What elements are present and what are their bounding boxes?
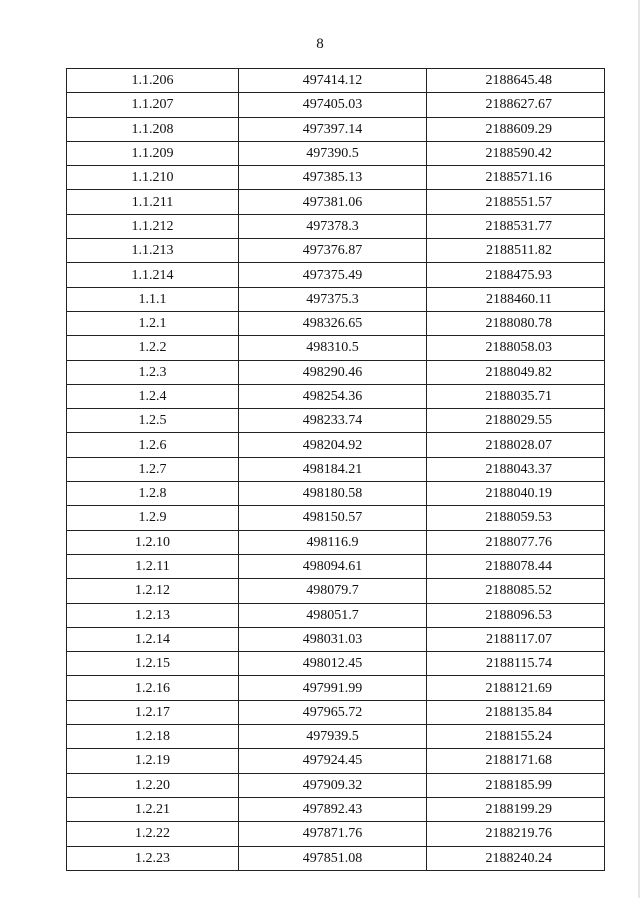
x-coordinate-cell: 497851.08	[239, 846, 427, 870]
point-id-cell: 1.1.207	[67, 93, 239, 117]
x-coordinate-cell: 497414.12	[239, 69, 427, 93]
table-row	[67, 749, 605, 773]
y-coordinate-cell: 2188115.74	[427, 652, 605, 676]
table-row	[67, 384, 605, 408]
x-coordinate-cell: 497376.87	[239, 239, 427, 263]
point-id-cell: 1.2.2	[67, 336, 239, 360]
point-id-cell: 1.2.13	[67, 603, 239, 627]
x-coordinate-cell: 498150.57	[239, 506, 427, 530]
table-row	[67, 214, 605, 238]
table-row	[67, 409, 605, 433]
table-row	[67, 676, 605, 700]
y-coordinate-cell: 2188085.52	[427, 579, 605, 603]
table-row	[67, 627, 605, 651]
point-id-cell: 1.1.213	[67, 239, 239, 263]
table-row	[67, 117, 605, 141]
point-id-cell: 1.2.19	[67, 749, 239, 773]
point-id-cell: 1.1.1	[67, 287, 239, 311]
x-coordinate-cell: 497375.3	[239, 287, 427, 311]
table-row	[67, 530, 605, 554]
table-row	[67, 846, 605, 870]
y-coordinate-cell: 2188028.07	[427, 433, 605, 457]
y-coordinate-cell: 2188199.29	[427, 797, 605, 821]
coordinates-table-body	[67, 69, 605, 871]
y-coordinate-cell: 2188511.82	[427, 239, 605, 263]
point-id-cell: 1.2.8	[67, 482, 239, 506]
table-row	[67, 433, 605, 457]
y-coordinate-cell: 2188035.71	[427, 384, 605, 408]
x-coordinate-cell: 497871.76	[239, 822, 427, 846]
x-coordinate-cell: 497892.43	[239, 797, 427, 821]
table-row	[67, 336, 605, 360]
y-coordinate-cell: 2188043.37	[427, 457, 605, 481]
x-coordinate-cell: 498051.7	[239, 603, 427, 627]
x-coordinate-cell: 497381.06	[239, 190, 427, 214]
point-id-cell: 1.2.22	[67, 822, 239, 846]
table-row	[67, 93, 605, 117]
point-id-cell: 1.1.212	[67, 214, 239, 238]
y-coordinate-cell: 2188029.55	[427, 409, 605, 433]
y-coordinate-cell: 2188531.77	[427, 214, 605, 238]
x-coordinate-cell: 498254.36	[239, 384, 427, 408]
y-coordinate-cell: 2188475.93	[427, 263, 605, 287]
table-row	[67, 482, 605, 506]
y-coordinate-cell: 2188121.69	[427, 676, 605, 700]
x-coordinate-cell: 497939.5	[239, 725, 427, 749]
x-coordinate-cell: 497385.13	[239, 166, 427, 190]
y-coordinate-cell: 2188590.42	[427, 141, 605, 165]
x-coordinate-cell: 498116.9	[239, 530, 427, 554]
point-id-cell: 1.1.209	[67, 141, 239, 165]
y-coordinate-cell: 2188609.29	[427, 117, 605, 141]
x-coordinate-cell: 497991.99	[239, 676, 427, 700]
x-coordinate-cell: 498079.7	[239, 579, 427, 603]
x-coordinate-cell: 498233.74	[239, 409, 427, 433]
y-coordinate-cell: 2188049.82	[427, 360, 605, 384]
table-row	[67, 311, 605, 335]
table-row	[67, 554, 605, 578]
y-coordinate-cell: 2188059.53	[427, 506, 605, 530]
point-id-cell: 1.2.16	[67, 676, 239, 700]
table-row	[67, 822, 605, 846]
y-coordinate-cell: 2188040.19	[427, 482, 605, 506]
table-row	[67, 166, 605, 190]
point-id-cell: 1.1.211	[67, 190, 239, 214]
x-coordinate-cell: 498310.5	[239, 336, 427, 360]
table-row	[67, 239, 605, 263]
x-coordinate-cell: 498031.03	[239, 627, 427, 651]
point-id-cell: 1.2.18	[67, 725, 239, 749]
y-coordinate-cell: 2188185.99	[427, 773, 605, 797]
x-coordinate-cell: 497909.32	[239, 773, 427, 797]
x-coordinate-cell: 497397.14	[239, 117, 427, 141]
y-coordinate-cell: 2188171.68	[427, 749, 605, 773]
y-coordinate-cell: 2188155.24	[427, 725, 605, 749]
x-coordinate-cell: 498180.58	[239, 482, 427, 506]
point-id-cell: 1.2.21	[67, 797, 239, 821]
point-id-cell: 1.1.214	[67, 263, 239, 287]
x-coordinate-cell: 497924.45	[239, 749, 427, 773]
table-row	[67, 360, 605, 384]
y-coordinate-cell: 2188096.53	[427, 603, 605, 627]
point-id-cell: 1.2.20	[67, 773, 239, 797]
table-row	[67, 579, 605, 603]
coordinates-table	[66, 68, 605, 871]
x-coordinate-cell: 497405.03	[239, 93, 427, 117]
y-coordinate-cell: 2188240.24	[427, 846, 605, 870]
y-coordinate-cell: 2188078.44	[427, 554, 605, 578]
point-id-cell: 1.2.23	[67, 846, 239, 870]
y-coordinate-cell: 2188551.57	[427, 190, 605, 214]
point-id-cell: 1.2.9	[67, 506, 239, 530]
x-coordinate-cell: 498204.92	[239, 433, 427, 457]
point-id-cell: 1.2.4	[67, 384, 239, 408]
y-coordinate-cell: 2188219.76	[427, 822, 605, 846]
x-coordinate-cell: 498184.21	[239, 457, 427, 481]
point-id-cell: 1.2.14	[67, 627, 239, 651]
table-row	[67, 287, 605, 311]
y-coordinate-cell: 2188571.16	[427, 166, 605, 190]
x-coordinate-cell: 498290.46	[239, 360, 427, 384]
point-id-cell: 1.1.208	[67, 117, 239, 141]
table-row	[67, 700, 605, 724]
y-coordinate-cell: 2188077.76	[427, 530, 605, 554]
table-row	[67, 603, 605, 627]
y-coordinate-cell: 2188645.48	[427, 69, 605, 93]
x-coordinate-cell: 498012.45	[239, 652, 427, 676]
point-id-cell: 1.2.5	[67, 409, 239, 433]
point-id-cell: 1.1.206	[67, 69, 239, 93]
x-coordinate-cell: 498094.61	[239, 554, 427, 578]
point-id-cell: 1.2.6	[67, 433, 239, 457]
y-coordinate-cell: 2188058.03	[427, 336, 605, 360]
y-coordinate-cell: 2188627.67	[427, 93, 605, 117]
table-row	[67, 141, 605, 165]
table-row	[67, 263, 605, 287]
point-id-cell: 1.2.3	[67, 360, 239, 384]
point-id-cell: 1.2.17	[67, 700, 239, 724]
table-row	[67, 797, 605, 821]
x-coordinate-cell: 497390.5	[239, 141, 427, 165]
y-coordinate-cell: 2188117.07	[427, 627, 605, 651]
table-row	[67, 457, 605, 481]
y-coordinate-cell: 2188080.78	[427, 311, 605, 335]
y-coordinate-cell: 2188460.11	[427, 287, 605, 311]
point-id-cell: 1.2.1	[67, 311, 239, 335]
x-coordinate-cell: 497378.3	[239, 214, 427, 238]
table-row	[67, 725, 605, 749]
table-row	[67, 773, 605, 797]
table-row	[67, 190, 605, 214]
x-coordinate-cell: 497965.72	[239, 700, 427, 724]
table-row	[67, 506, 605, 530]
point-id-cell: 1.2.15	[67, 652, 239, 676]
point-id-cell: 1.2.10	[67, 530, 239, 554]
page-number: 8	[316, 36, 324, 52]
point-id-cell: 1.1.210	[67, 166, 239, 190]
point-id-cell: 1.2.7	[67, 457, 239, 481]
point-id-cell: 1.2.12	[67, 579, 239, 603]
y-coordinate-cell: 2188135.84	[427, 700, 605, 724]
table-row	[67, 69, 605, 93]
x-coordinate-cell: 498326.65	[239, 311, 427, 335]
point-id-cell: 1.2.11	[67, 554, 239, 578]
table-row	[67, 652, 605, 676]
x-coordinate-cell: 497375.49	[239, 263, 427, 287]
